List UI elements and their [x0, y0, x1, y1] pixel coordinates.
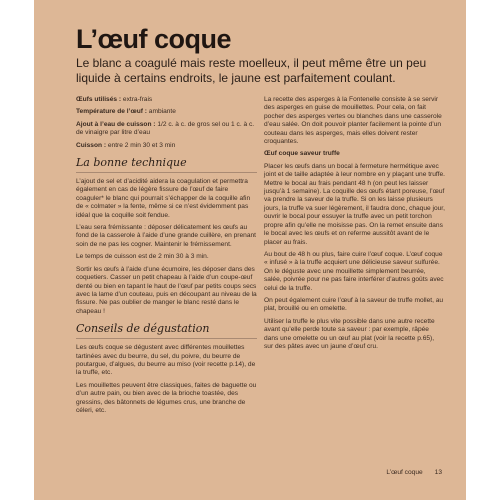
book-page	[34, 0, 466, 500]
spec-value: 1/2 c. à c. de gros sel ou 1 c. à c. de vinaigre par litre d’eau	[76, 120, 255, 137]
section-title-tasting: Conseils de dégustation	[76, 322, 257, 339]
truffle-paragraph: Placer les œufs dans un bocal à fermeture hermétique avec joint et de taille adaptée à leur nombre en y plaçant une truffe. Mettre le bocal au frais pendant 48 h (on peut les laisser jusqu’à 1 semaine). La coquille des œufs étant poreuse, l’œuf va prendre la saveur de la truffe. Si on les laisse plusieurs jours, la truffe va suer légèrement, il faudra donc, chaque jour, ouvrir le bocal pour essuyer la truffe avec un petit torchon propre afin qu’elle ne moisisse pas. On la remet ensuite dans le bocal avec les œufs et on referme aussitôt avant de le placer au frais.	[264, 162, 445, 246]
technique-paragraph: L’ajout de sel et d’acidité aidera la coagulation et permettra également en cas de légère fissure de l’œuf de faire coaguler* le blanc qui pourrait s’échapper de la coquille afin de « colmater » la fente, même si ce n’est évidemment pas idéal que la coquille soit fendue.	[76, 178, 251, 219]
spec-eggs	[76, 96, 257, 104]
tasting-paragraph: Les mouillettes peuvent être classiques, faites de baguette ou d’un autre pain, ou bien avec de la brioche toastée, des gressins, des bâtonnets de légumes crus, une branche de céleri, etc.	[76, 381, 257, 414]
technique-paragraph: Sortir les œufs à l’aide d’une écumoire, les déposer dans des coquetiers. Casser un petit chapeau à l’aide d’un coupe-œuf denté ou bien en tapant le haut de l’œuf par petits coups secs avec la lame d’un couteau, puis en découpant au niveau de la fissure. Ne pas oublier de manger le blanc resté dans le chapeau !	[76, 265, 257, 315]
asparagus-paragraph: La recette des asperges à la Fontenelle consiste à se servir des asperges en guise de mouillettes. Pour cela, on fait pocher des asperges vertes ou blanches dans une casserole d’eau salée. On doit pouvoir planter facilement la pointe d’un couteau dans les asperges, mais elles doivent rester croquantes.	[264, 96, 442, 146]
specs-list	[76, 96, 257, 150]
truffle-paragraph: On peut également cuire l’œuf à la saveur de truffe mollet, au plat, brouillé ou en omelette.	[264, 296, 444, 313]
section-title-technique: La bonne technique	[76, 156, 257, 173]
page-footer	[374, 469, 442, 476]
spec-water-additions	[76, 121, 257, 138]
spec-value: ambiante	[146, 108, 176, 116]
spec-label: Ajout à l’eau de cuisson :	[76, 120, 156, 128]
truffle-paragraph: Au bout de 48 h ou plus, faire cuire l’œuf coque. L’œuf coque « infusé » à la truffe acquiert une délicieuse saveur sulfurée. On le déguste avec une mouillette simplement beurrée, salée, poivrée pour ne pas faire interférer d’autres goûts avec celui de la truffe.	[264, 250, 444, 292]
truffle-subheading: Œuf coque saveur truffe	[264, 150, 340, 158]
footer-section-name: L’œuf coque	[386, 469, 423, 476]
right-column	[264, 96, 445, 355]
spec-cooking-time	[76, 142, 257, 150]
left-column	[76, 96, 257, 419]
spec-label: Cuisson :	[76, 141, 107, 149]
spec-value: entre 2 min 30 et 3 min	[106, 141, 176, 149]
spec-temperature	[76, 108, 257, 116]
technique-paragraph: Le temps de cuisson est de 2 min 30 à 3 min.	[76, 253, 209, 261]
spec-label: Température de l’œuf :	[76, 108, 147, 116]
tasting-paragraph: Les œufs coque se dégustent avec différentes mouillettes tartinées avec du beurre, du sel, du poivre, du beurre de poutargue, d’algues, du beurre au miso (voir recette p.14), de la truffe, etc.	[76, 344, 256, 377]
page-title: L’œuf coque	[76, 24, 231, 54]
spec-value: extra-frais	[121, 96, 153, 103]
truffle-paragraph: Utiliser la truffe le plus vite possible dans une autre recette avant qu’elle perde toute sa saveur : par exemple, râpée dans une omelette ou un œuf au plat (voir la recette p.65), sur des pâtes avec un jaune d’œuf cru.	[264, 317, 435, 350]
lead-paragraph: Le blanc a coagulé mais reste moelleux, il peut même être un peu liquide à certains endroits, le jaune est parfaitement coulant.	[76, 56, 427, 85]
technique-paragraph: L’eau sera frémissante : déposer délicatement les œufs au fond de la casserole à l’aide d’une grande cuillère, en prenant soin de ne pas les cogner. Maintenir le frémissement.	[76, 224, 256, 248]
page-number: 13	[434, 469, 442, 476]
spec-label: Œufs utilisés :	[76, 96, 122, 103]
